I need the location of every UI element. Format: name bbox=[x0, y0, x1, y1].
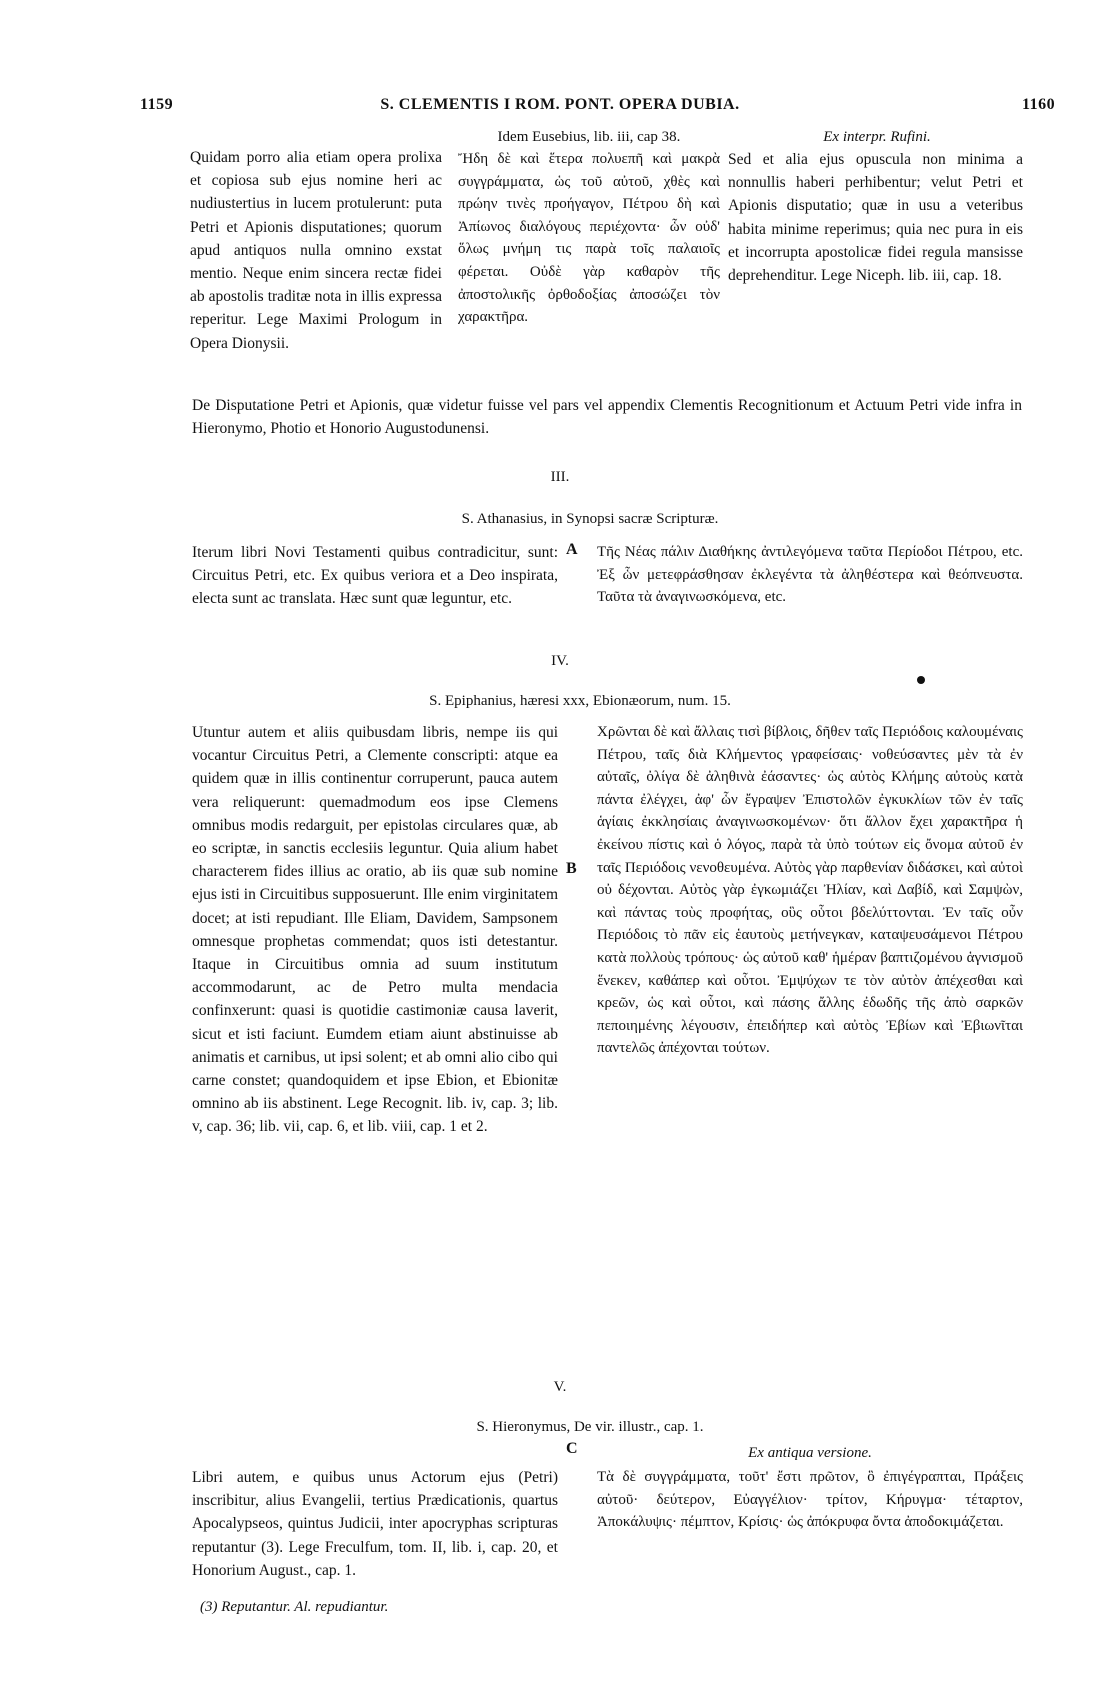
section-numeral-iv: IV. bbox=[551, 653, 569, 669]
greek-column-eusebius: Ἤδη δὲ καὶ ἕτερα πολυεπῆ καὶ μακρὰ συγγράμματα, ὡς τοῦ αὐτοῦ, χθὲς καὶ πρώην τινὲς προήγαγον, Πέτρου δὴ καὶ Ἀπίωνος διαλόγους περιέχοντα· ὧν οὐδ' ὅλως μνήμη τις παρὰ τοῖς παλαιοῖς φέρεται. Οὐδὲ γὰρ καθαρὸν τῆς ἀποστολικῆς ὀρθοδοξίας ἀποσώζει τὸν χαρακτῆρα. bbox=[458, 151, 720, 326]
athanasius-latin: Iterum libri Novi Testamenti quibus contradicitur, sunt: Circuitus Petri, etc. Ex quibus veriora et a Deo inspirata, electa sunt ac translata. Hæc sunt quæ leguntur, etc. bbox=[192, 544, 558, 608]
ink-dot bbox=[917, 676, 925, 684]
hieronymus-greek: Τὰ δὲ συγγράμματα, τοῦτ' ἔστι πρῶτον, ὃ ἐπιγέγραπται, Πράξεις αὐτοῦ· δεύτερον, Εὐαγγέλιον· τρίτον, Κήρυγμα· τέταρτον, Ἀποκάλυψις· πέμπτον, Κρίσις· ὡς ἀπόκρυφα ὄντα ἀποδοκιμάζεται. bbox=[597, 1469, 1023, 1531]
disputation-note: De Disputatione Petri et Apionis, quæ videtur fuisse vel pars vel appendix Clementis Recognitionum et Actuum Petri vide infra in Hieronymo, Photio et Honorio Augustodunensi. bbox=[192, 397, 1022, 438]
section-numeral-v: V. bbox=[553, 1379, 567, 1395]
epiphanius-greek: Χρῶνται δὲ καὶ ἄλλαις τισὶ βίβλοις, δῆθεν ταῖς Περιόδοις καλουμέναις Πέτρου, ταῖς διὰ Κλήμεντος γραφείσαις· νοθεύσαντες μὲν τὰ ἐν αὐταῖς, ὀλίγα δὲ ἀληθινὰ ἐάσαντες· ὡς αὐτὸς Κλήμης αὐτοὺς κατὰ πάντα ἐλέγχει, ἀφ' ὧν ἔγραψεν Ἐπιστολῶν ἐγκυκλίων τῶν ἐν ταῖς ἁγίαις ἐκκλησίαις ἀναγινωσκομένων· ὅτι ἄλλον ἔχει χαρακτῆρα ἡ ἐκείνου πίστις καὶ ὁ λόγος, παρὰ τὰ ὑπὸ τούτων εἰς ὄνομα αὐτοῦ ἐν ταῖς Περιόδοις νενοθευμένα. Αὐτὸς γὰρ παρθενίαν διδάσκει, καὶ αὐτοὶ οὐ δέχονται. Αὐτὸς γὰρ ἐγκωμιάζει Ἠλίαν, καὶ Δαβίδ, καὶ Σαμψὼν, καὶ πάντας τοὺς προφήτας, οὓς οὗτοι βδελύττονται. Ἐν ταῖς οὖν Περιόδοις τὸ πᾶν εἰς ἑαυτοὺς μετήνεγκαν, καταψευσάμενοι Πέτρου κατὰ πολλοὺς τρόπους· ὡς αὐτοῦ καθ' ἡμέραν βαπτιζομένου ἁγνισμοῦ ἕνεκεν, καθάπερ καὶ οὗτοι. Ἐμψύχων τε τὸν αὐτὸν ἀπέχεσθαι καὶ κρεῶν, ὡς καὶ οὗτοι, καὶ πάσης ἄλλης ἐδωδῆς τῆς ἀπὸ σαρκῶν πεποιημένης λέγουσιν, ἐπειδήπερ καὶ αὐτὸς Ἐβίων καὶ Ἐβιωνῖται παντελῶς ἀπέχονται τούτων. bbox=[597, 724, 1023, 1057]
eusebius-heading: Idem Eusebius, lib. iii, cap 38. bbox=[497, 129, 681, 145]
hieronymus-latin: Libri autem, e quibus unus Actorum ejus (Petri) inscribitur, alius Evangelii, tertius Prædicationis, quartus Apocalypseos, quintus Judicii, inter apocryphas scripturas reputantur (3). Lege Freculfum, tom. II, lib. i, cap. 20, et Honorium August., cap. 1. bbox=[192, 1469, 558, 1579]
margin-marker-a: A bbox=[566, 541, 578, 558]
footnote: (3) Reputantur. Al. repudiantur. bbox=[200, 1599, 389, 1615]
rufinus-heading: Ex interpr. Rufini. bbox=[823, 129, 931, 145]
epiphanius-latin: Utuntur autem et aliis quibusdam libris, nempe iis qui vocantur Circuitus Petri, a Clemente conscripti: atque ea quidem quæ in illis continentur corruperunt, pauca autem vera reliquerunt: quemadmodum eos ipse Clemens omnibus modis redarguit, per epistolas circulares quæ, ab eo scriptæ, in sanctis ecclesiis leguntur. Quia alium habet characterem fides illius ac oratio, ab iis quæ sub nomine ejus isti in Circuitibus supposuerunt. Ille enim virginitatem docet; at isti repudiant. Ille Eliam, Davidem, Sampsonem omnesque prophetas commendat; quos isti detestantur. Itaque in Circuitibus omnia ad suum institutum accommodarunt, ac de Petro multa mendacia confinxerunt: quasi is quotidie castimoniæ causa laverit, sicut et isti faciunt. Eumdem etiam aiunt abstinuisse ab animatis et carnibus, ut ipsi solent; et ab omni alio cibo qui carne constet; quandoquidem et ipse Ebion, et Ebionitæ omnino ab iis abstinent. Lege Recognit. lib. iv, cap. 3; lib. v, cap. 36; lib. vii, cap. 6, et lib. viii, cap. 1 et 2. bbox=[192, 724, 558, 1136]
hieronymus-heading: S. Hieronymus, De vir. illustr., cap. 1. bbox=[476, 1419, 704, 1435]
running-title: S. CLEMENTIS I ROM. PONT. OPERA DUBIA. bbox=[380, 96, 740, 113]
margin-marker-b: B bbox=[566, 860, 577, 877]
margin-marker-c: C bbox=[566, 1440, 578, 1457]
page-number-right: 1160 bbox=[1022, 96, 1056, 113]
epiphanius-heading: S. Epiphanius, hæresi xxx, Ebionæorum, num. 15. bbox=[429, 693, 731, 709]
latin-column-rufinus: Sed et alia ejus opuscula non minima a nonnullis haberi perhibentur; velut Petri et Apionis disputatio; quæ in usu a veteribus habita minime reperimus; quia nec pura in eis et incorrupta apostolicæ fidei regula mansisse deprehenditur. Lege Niceph. lib. iii, cap. 18. bbox=[728, 151, 1023, 285]
page-number-left: 1159 bbox=[140, 96, 174, 113]
latin-column-rufinus-alt: Quidam porro alia etiam opera prolixa et copiosa sub ejus nomine heri ac nudiustertius in lucem protulerunt: puta Petri et Apionis disputationes; quorum apud antiquos nulla omnino exstat mentio. Neque enim sincera rectæ fidei ab apostolis traditæ nota in illis expressa reperitur. Lege Maximi Prologum in Opera Dionysii. bbox=[190, 149, 442, 352]
ancient-version-heading: Ex antiqua versione. bbox=[748, 1445, 872, 1461]
athanasius-heading: S. Athanasius, in Synopsi sacræ Scripturæ. bbox=[461, 511, 719, 527]
athanasius-greek: Τῆς Νέας πάλιν Διαθήκης ἀντιλεγόμενα ταῦτα Περίοδοι Πέτρου, etc. Ἐξ ὧν μετεφράσθησαν ἐκλεγέντα τὰ ἀληθέστερα καὶ θεόπνευστα. Ταῦτα τὰ ἀναγινωσκόμενα, etc. bbox=[597, 544, 1023, 606]
section-numeral-iii: III. bbox=[550, 469, 570, 485]
